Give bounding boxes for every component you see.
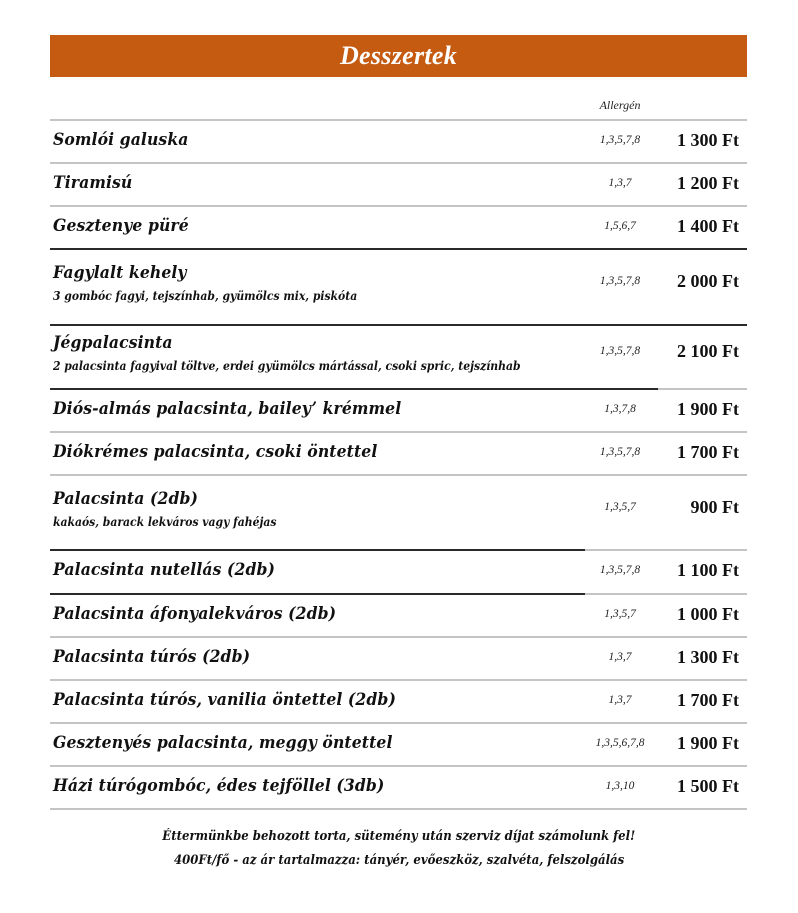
item-price: 1 400 Ft bbox=[677, 215, 739, 236]
item-allergens: 1,3,10 bbox=[605, 779, 635, 792]
menu-item bbox=[50, 389, 747, 432]
item-price: 1 300 Ft bbox=[677, 129, 739, 150]
item-name: Diós-almás palacsinta, bailey’ krémmel bbox=[53, 398, 402, 419]
item-name: Gesztenye püré bbox=[53, 215, 189, 236]
menu-item bbox=[50, 120, 747, 163]
footer-note-2 bbox=[0, 853, 798, 868]
item-price: 1 700 Ft bbox=[677, 689, 739, 710]
item-allergens: 1,3,5,7,8 bbox=[599, 133, 641, 146]
item-price: 2 000 Ft bbox=[677, 271, 739, 291]
item-name: Palacsinta (2db) bbox=[53, 488, 199, 509]
item-name: Jégpalacsinta bbox=[53, 333, 173, 353]
item-price: 1 700 Ft bbox=[677, 441, 739, 462]
menu-item bbox=[50, 475, 747, 550]
item-price: 1 300 Ft bbox=[677, 646, 739, 667]
allergen-column-header: Allergén bbox=[599, 98, 641, 112]
item-allergens: 1,5,6,7 bbox=[604, 219, 636, 232]
item-name: Palacsinta áfonyalekváros (2db) bbox=[53, 603, 337, 624]
item-name: Fagylalt kehely bbox=[53, 263, 187, 283]
item-name: Házi túrógombóc, édes tejföllel (3db) bbox=[53, 775, 385, 796]
item-description: 3 gombóc fagyi, tejszínhab, gyümölcs mix, piskóta bbox=[53, 289, 358, 303]
item-allergens: 1,3,7 bbox=[608, 650, 632, 663]
item-price: 1 900 Ft bbox=[677, 732, 739, 753]
item-name: Palacsinta túrós (2db) bbox=[53, 646, 251, 667]
item-price: 1 500 Ft bbox=[677, 775, 739, 796]
item-allergens: 1,3,5,7,8 bbox=[599, 445, 641, 458]
menu-item bbox=[50, 637, 747, 680]
section-header bbox=[50, 35, 747, 77]
menu-item bbox=[50, 550, 747, 594]
item-name: Diókrémes palacsinta, csoki öntettel bbox=[53, 441, 378, 462]
menu-item bbox=[50, 594, 747, 637]
item-price: 2 100 Ft bbox=[677, 341, 739, 361]
menu-item bbox=[50, 766, 747, 809]
footer-note-1 bbox=[0, 829, 798, 844]
item-name: Palacsinta nutellás (2db) bbox=[53, 560, 276, 580]
item-name: Tiramisú bbox=[53, 172, 133, 193]
item-price: 1 200 Ft bbox=[677, 172, 739, 193]
item-price: 1 900 Ft bbox=[677, 398, 739, 419]
section-title: Desszertek bbox=[339, 41, 458, 70]
menu-item bbox=[50, 325, 747, 389]
item-allergens: 1,3,5,7 bbox=[604, 500, 636, 513]
item-allergens: 1,3,7 bbox=[608, 693, 632, 706]
menu-item bbox=[50, 680, 747, 723]
item-description: 2 palacsinta fagyival töltve, erdei gyümölcs mártással, csoki spric, tejszínhab bbox=[53, 359, 521, 373]
footer-text-2: 400Ft/fő - az ár tartalmazza: tányér, evőeszköz, szalvéta, felszolgálás bbox=[173, 853, 625, 868]
menu-item bbox=[50, 163, 747, 206]
item-allergens: 1,3,5,7,8 bbox=[599, 345, 641, 357]
item-allergens: 1,3,5,7 bbox=[604, 607, 636, 620]
item-price: 1 100 Ft bbox=[677, 560, 739, 580]
menu-item bbox=[50, 249, 747, 325]
item-price: 1 000 Ft bbox=[677, 603, 739, 624]
item-description: kakaós, barack lekváros vagy fahéjas bbox=[53, 514, 277, 529]
item-name: Palacsinta túrós, vanilia öntettel (2db) bbox=[53, 689, 396, 710]
item-allergens: 1,3,5,7,8 bbox=[599, 564, 641, 576]
menu-item bbox=[50, 206, 747, 249]
menu-item bbox=[50, 723, 747, 766]
footer-text-1: Éttermünkbe behozott torta, sütemény után szerviz díjat számolunk fel! bbox=[162, 829, 636, 844]
item-allergens: 1,3,7,8 bbox=[604, 402, 636, 415]
item-name: Gesztenyés palacsinta, meggy öntettel bbox=[53, 732, 393, 753]
item-name: Somlói galuska bbox=[53, 129, 189, 150]
item-price: 900 Ft bbox=[690, 496, 739, 517]
item-allergens: 1,3,5,6,7,8 bbox=[595, 736, 645, 749]
menu-item bbox=[50, 432, 747, 475]
item-allergens: 1,3,5,7,8 bbox=[599, 275, 641, 287]
item-allergens: 1,3,7 bbox=[608, 176, 632, 189]
